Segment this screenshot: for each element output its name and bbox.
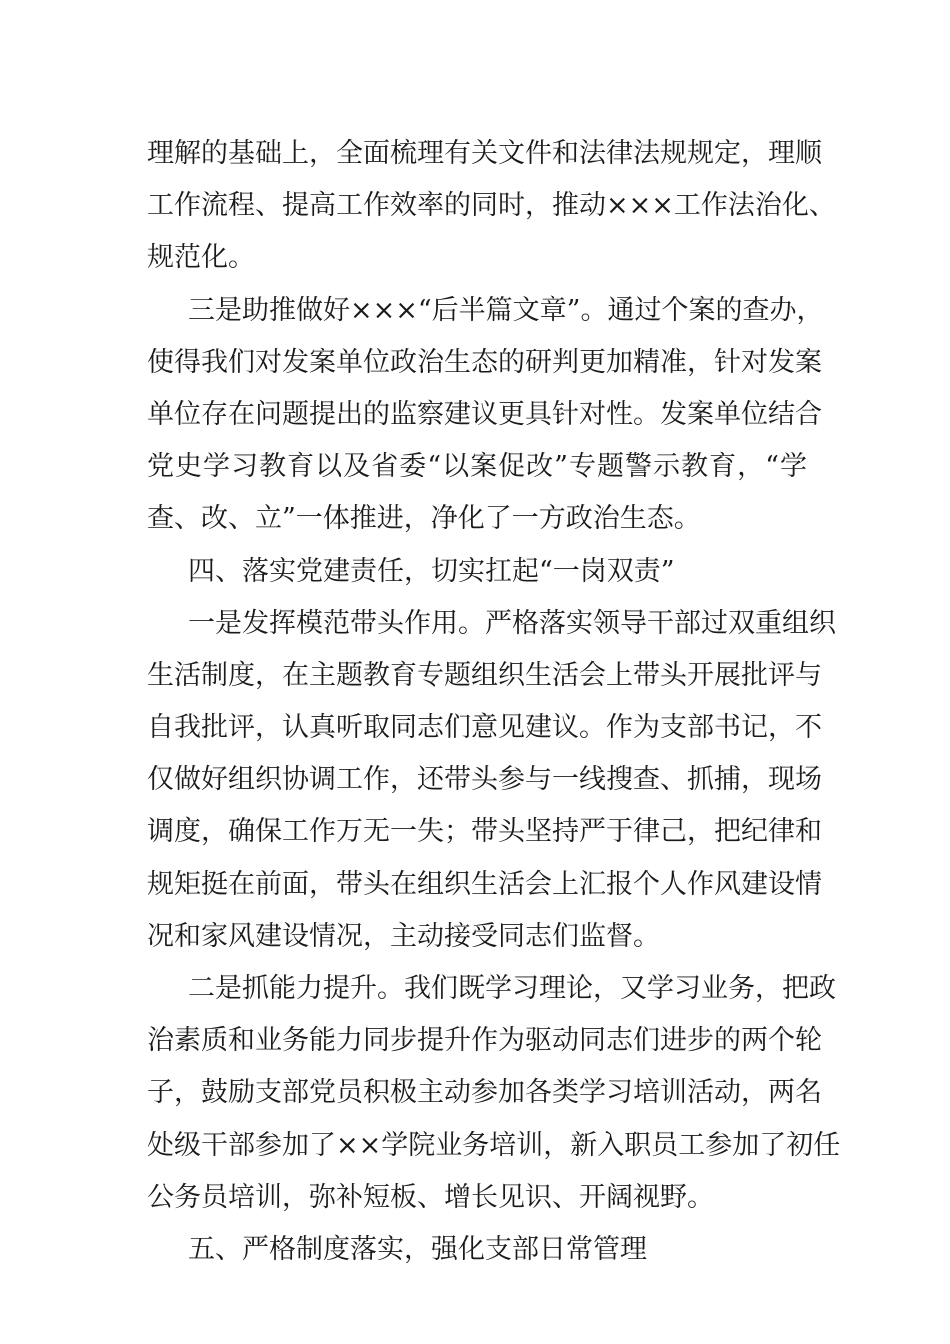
paragraph-line: 仅做好组织协调工作，还带头参与一线搜查、抓捕，现场 [147,764,822,796]
paragraph-line: 工作流程、提高工作效率的同时，推动×××工作法治化、 [147,190,836,222]
section-heading: 四、落实党建责任，切实扛起“一岗双责” [188,555,675,587]
paragraph-line: 一是发挥模范带头作用。严格落实领导干部过双重组织 [188,607,836,639]
paragraph-line: 党史学习教育以及省委“以案促改”专题警示教育，“学 [147,451,807,483]
paragraph-line: 治素质和业务能力同步提升作为驱动同志们进步的两个轮 [147,1025,822,1057]
paragraph-line: 公务员培训，弥补短板、增长见识、开阔视野。 [147,1181,714,1213]
paragraph-line: 规范化。 [147,242,255,274]
paragraph-line: 二是抓能力提升。我们既学习理论，又学习业务，把政 [188,973,836,1004]
section-heading: 五、严格制度落实，强化支部日常管理 [188,1233,647,1265]
paragraph-line: 规矩挺在前面，带头在组织生活会上汇报个人作风建设情 [147,868,822,900]
paragraph-line: 况和家风建设情况，主动接受同志们监督。 [147,920,660,952]
paragraph-line: 单位存在问题提出的监察建议更具针对性。发案单位结合 [147,398,822,430]
paragraph-line: 查、改、立”一体推进，净化了一方政治生态。 [147,503,701,535]
paragraph-line: 使得我们对发案单位政治生态的研判更加精准，针对发案 [147,346,822,378]
paragraph-line: 子，鼓励支部党员积极主动参加各类学习培训活动，两名 [147,1077,822,1109]
document-body [147,128,841,1276]
paragraph-line: 自我批评，认真听取同志们意见建议。作为支部书记，不 [147,712,822,744]
paragraph-line: 处级干部参加了××学院业务培训，新入职员工参加了初任 [147,1129,841,1161]
paragraph-line: 生活制度，在主题教育专题组织生活会上带头开展批评与 [147,659,822,691]
paragraph-line: 三是助推做好×××“后半篇文章”。通过个案的查办， [188,294,824,326]
paragraph-line: 理解的基础上，全面梳理有关文件和法律法规规定，理顺 [147,138,822,169]
paragraph-line: 调度，确保工作万无一失；带头坚持严于律己，把纪律和 [147,816,822,848]
